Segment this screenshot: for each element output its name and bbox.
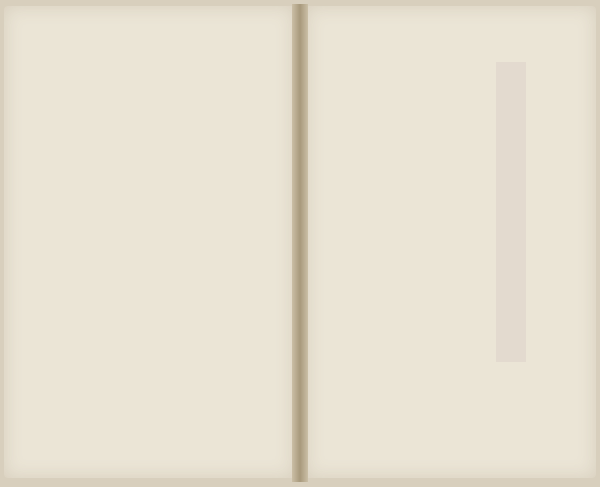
faint-stamp — [496, 62, 526, 362]
book-gutter — [292, 4, 308, 482]
left-page — [4, 6, 294, 478]
right-page — [306, 6, 596, 478]
